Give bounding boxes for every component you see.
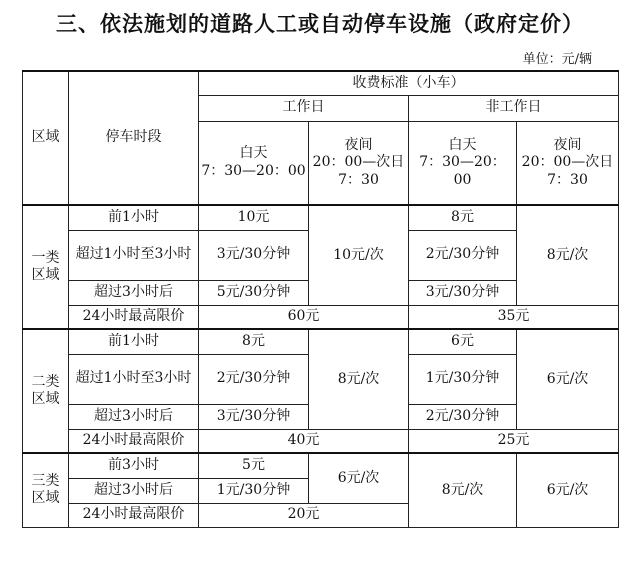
zone1-period-3: 超过3小时后 — [69, 280, 199, 305]
zone1-wd-day-2: 3元/30分钟 — [199, 230, 309, 280]
zone2-nw-day-1: 6元 — [409, 329, 517, 354]
zone2-cap-row — [23, 429, 619, 453]
zone3-name: 三类区域 — [23, 453, 69, 527]
zone2-wd-day-1: 8元 — [199, 329, 309, 354]
zone1-period-1: 前1小时 — [69, 205, 199, 230]
zone2-wd-night: 8元/次 — [309, 329, 409, 429]
unit-note: 单位：元/辆 — [522, 52, 592, 67]
header-workday-day — [199, 121, 309, 205]
zone1-nw-day-1: 8元 — [409, 205, 517, 230]
zone1-row-1 — [23, 205, 619, 230]
zone1-nw-night: 8元/次 — [517, 205, 619, 305]
zone3-nw-night: 6元/次 — [517, 453, 619, 527]
header-night2-label: 夜间 — [553, 136, 582, 153]
zone2-row-1 — [23, 329, 619, 354]
header-area: 区域 — [23, 71, 69, 205]
header-workday: 工作日 — [199, 95, 409, 121]
header-nonworkday-night — [517, 121, 619, 205]
zone3-nw-day: 8元/次 — [409, 453, 517, 527]
header-night-label: 夜间 — [344, 136, 373, 153]
zone2-wd-day-3: 3元/30分钟 — [199, 404, 309, 429]
header-day-label: 白天 — [239, 145, 268, 162]
header-night-time: 20：00—次日7：30 — [312, 154, 405, 188]
header-standard: 收费标准（小车） — [199, 71, 619, 95]
zone3-wd-day-2: 1元/30分钟 — [199, 478, 309, 503]
header-nonworkday: 非工作日 — [409, 95, 619, 121]
zone1-nw-cap: 35元 — [409, 305, 619, 329]
header-night2-time: 20：00—次日7：30 — [521, 154, 614, 188]
zone1-cap-row — [23, 305, 619, 329]
zone3-period-1: 前3小时 — [69, 453, 199, 478]
zone1-nw-day-2: 2元/30分钟 — [409, 230, 517, 280]
zone2-nw-cap: 25元 — [409, 429, 619, 453]
zone2-cap-period: 24小时最高限价 — [69, 429, 199, 453]
zone1-name: 一类区域 — [23, 205, 69, 329]
zone2-period-3: 超过3小时后 — [69, 404, 199, 429]
zone3-cap-period: 24小时最高限价 — [69, 503, 199, 527]
header-day-time: 7：30—20：00 — [201, 162, 306, 179]
zone1-cap-period: 24小时最高限价 — [69, 305, 199, 329]
zone2-name: 二类区域 — [23, 329, 69, 453]
zone1-wd-day-3: 5元/30分钟 — [199, 280, 309, 305]
zone3-wd-night: 6元/次 — [309, 453, 409, 503]
header-workday-night — [309, 121, 409, 205]
zone3-wd-cap: 20元 — [199, 503, 409, 527]
header-day2-label: 白天 — [448, 136, 477, 153]
zone2-nw-day-3: 2元/30分钟 — [409, 404, 517, 429]
zone2-wd-cap: 40元 — [199, 429, 409, 453]
zone1-wd-day-1: 10元 — [199, 205, 309, 230]
zone2-period-2: 超过1小时至3小时 — [69, 354, 199, 404]
header-nonworkday-day — [409, 121, 517, 205]
parking-fee-table — [22, 70, 619, 528]
zone2-wd-day-2: 2元/30分钟 — [199, 354, 309, 404]
header-period: 停车时段 — [69, 71, 199, 205]
zone3-wd-day-1: 5元 — [199, 453, 309, 478]
header-day2-time: 7：30—20：00 — [419, 154, 506, 188]
zone1-wd-cap: 60元 — [199, 305, 409, 329]
zone2-nw-night: 6元/次 — [517, 329, 619, 429]
zone1-wd-night: 10元/次 — [309, 205, 409, 305]
zone2-nw-day-2: 1元/30分钟 — [409, 354, 517, 404]
zone1-nw-day-3: 3元/30分钟 — [409, 280, 517, 305]
zone1-period-2: 超过1小时至3小时 — [69, 230, 199, 280]
zone3-period-2: 超过3小时后 — [69, 478, 199, 503]
document-title: 三、依法施划的道路人工或自动停车设施（政府定价） — [56, 11, 584, 36]
zone2-period-1: 前1小时 — [69, 329, 199, 354]
header-row-1 — [23, 71, 619, 95]
zone3-row-1 — [23, 453, 619, 478]
